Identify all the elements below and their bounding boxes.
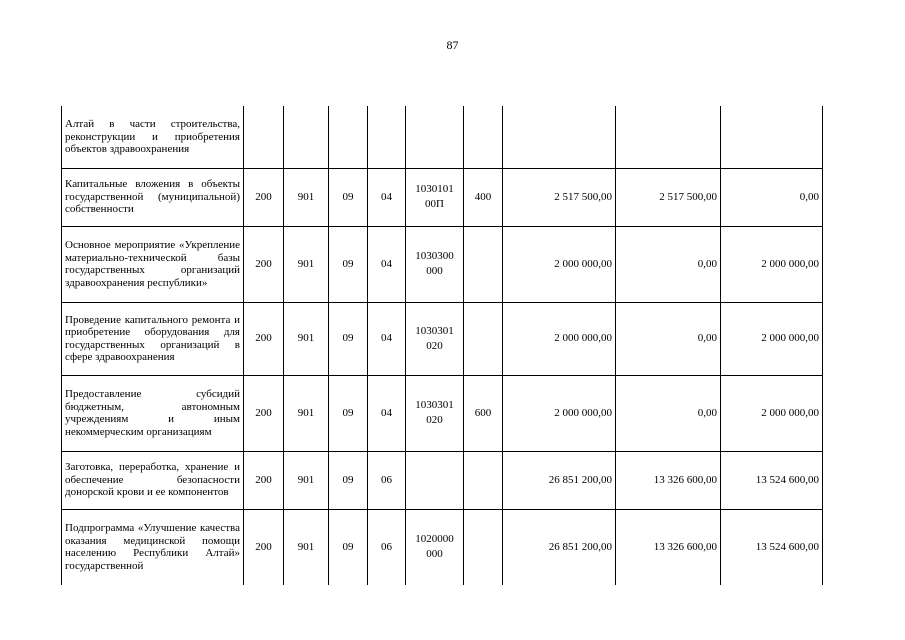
target-code-line-1: 1030301 bbox=[415, 399, 454, 411]
cell-amount-2 bbox=[616, 106, 721, 168]
cell-target-code bbox=[406, 168, 464, 226]
cell-subsection: 04 bbox=[368, 168, 406, 226]
cell-item-name: Основное мероприятие «Укрепление материально-технической базы государственных организаций здравоохранения республики» bbox=[62, 226, 244, 302]
cell-section: 09 bbox=[329, 509, 368, 585]
cell-amount-3: 2 000 000,00 bbox=[721, 226, 823, 302]
cell-administrator: 901 bbox=[284, 375, 329, 451]
table-row bbox=[62, 375, 823, 451]
cell-section: 09 bbox=[329, 375, 368, 451]
cell-chapter: 200 bbox=[244, 168, 284, 226]
cell-section: 09 bbox=[329, 226, 368, 302]
target-code-line-1: 1030300 bbox=[415, 250, 454, 262]
cell-amount-1: 2 517 500,00 bbox=[503, 168, 616, 226]
cell-subsection: 04 bbox=[368, 302, 406, 375]
cell-item-name: Предоставление субсидий бюджетным, автономным учреждениям и иным некоммерческим организациям bbox=[62, 375, 244, 451]
cell-item-name: Капитальные вложения в объекты государственной (муниципальной) собственности bbox=[62, 168, 244, 226]
target-code-line-1: 1020000 bbox=[415, 533, 454, 546]
cell-amount-3: 0,00 bbox=[721, 168, 823, 226]
cell-expense-type bbox=[464, 106, 503, 168]
cell-item-name: Подпрограмма «Улучшение качества оказания медицинской помощи населению Республики Алтай» государственной bbox=[62, 509, 244, 585]
cell-amount-2: 0,00 bbox=[616, 226, 721, 302]
table-row bbox=[62, 509, 823, 585]
cell-amount-1 bbox=[503, 106, 616, 168]
cell-expense-type: 600 bbox=[464, 375, 503, 451]
cell-subsection: 04 bbox=[368, 226, 406, 302]
target-code-line-2: 020 bbox=[426, 339, 443, 352]
cell-administrator: 901 bbox=[284, 451, 329, 509]
target-code-line-2: 00П bbox=[425, 198, 444, 210]
cell-amount-1: 2 000 000,00 bbox=[503, 375, 616, 451]
cell-amount-1: 2 000 000,00 bbox=[503, 226, 616, 302]
cell-amount-3 bbox=[721, 106, 823, 168]
cell-section: 09 bbox=[329, 451, 368, 509]
cell-item-name: Проведение капитального ремонта и приобретение оборудования для государственных организаций в сфере здравоохранения bbox=[62, 302, 244, 375]
cell-amount-2: 0,00 bbox=[616, 375, 721, 451]
cell-section bbox=[329, 106, 368, 168]
cell-amount-3: 2 000 000,00 bbox=[721, 375, 823, 451]
cell-target-code bbox=[406, 302, 464, 375]
cell-amount-1: 26 851 200,00 bbox=[503, 509, 616, 585]
table-row bbox=[62, 451, 823, 509]
cell-expense-type bbox=[464, 226, 503, 302]
cell-amount-2: 0,00 bbox=[616, 302, 721, 375]
table-row bbox=[62, 302, 823, 375]
cell-target-code bbox=[406, 106, 464, 168]
cell-administrator: 901 bbox=[284, 509, 329, 585]
cell-target-code bbox=[406, 375, 464, 451]
cell-amount-2: 13 326 600,00 bbox=[616, 509, 721, 585]
cell-chapter: 200 bbox=[244, 226, 284, 302]
cell-amount-3: 13 524 600,00 bbox=[721, 509, 823, 585]
target-code-line-2: 000 bbox=[426, 548, 443, 561]
table-row bbox=[62, 168, 823, 226]
cell-chapter: 200 bbox=[244, 375, 284, 451]
cell-target-code bbox=[406, 451, 464, 509]
cell-administrator: 901 bbox=[284, 302, 329, 375]
table-row bbox=[62, 106, 823, 168]
budget-table bbox=[61, 106, 823, 585]
target-code-line-2: 000 bbox=[426, 265, 443, 277]
cell-item-name: Заготовка, переработка, хранение и обеспечение безопасности донорской крови и ее компонентов bbox=[62, 451, 244, 509]
cell-subsection bbox=[368, 106, 406, 168]
cell-chapter bbox=[244, 106, 284, 168]
page-number: 87 bbox=[446, 38, 459, 52]
cell-amount-1: 2 000 000,00 bbox=[503, 302, 616, 375]
cell-expense-type bbox=[464, 451, 503, 509]
cell-administrator: 901 bbox=[284, 168, 329, 226]
table-body bbox=[62, 106, 823, 585]
target-code-line-1: 1030101 bbox=[415, 183, 454, 195]
cell-administrator bbox=[284, 106, 329, 168]
cell-section: 09 bbox=[329, 302, 368, 375]
table-row bbox=[62, 226, 823, 302]
cell-chapter: 200 bbox=[244, 302, 284, 375]
cell-amount-3: 13 524 600,00 bbox=[721, 451, 823, 509]
cell-amount-2: 13 326 600,00 bbox=[616, 451, 721, 509]
target-code-line-2: 020 bbox=[426, 414, 443, 426]
cell-chapter: 200 bbox=[244, 509, 284, 585]
cell-amount-3: 2 000 000,00 bbox=[721, 302, 823, 375]
cell-target-code bbox=[406, 226, 464, 302]
cell-item-name: Алтай в части строительства, реконструкции и приобретения объектов здравоохранения bbox=[62, 106, 244, 168]
cell-expense-type bbox=[464, 509, 503, 585]
cell-expense-type: 400 bbox=[464, 168, 503, 226]
cell-amount-1: 26 851 200,00 bbox=[503, 451, 616, 509]
cell-section: 09 bbox=[329, 168, 368, 226]
target-code-line-1: 1030301 bbox=[415, 324, 454, 337]
cell-subsection: 06 bbox=[368, 451, 406, 509]
cell-subsection: 04 bbox=[368, 375, 406, 451]
cell-administrator: 901 bbox=[284, 226, 329, 302]
cell-expense-type bbox=[464, 302, 503, 375]
cell-amount-2: 2 517 500,00 bbox=[616, 168, 721, 226]
cell-subsection: 06 bbox=[368, 509, 406, 585]
cell-chapter: 200 bbox=[244, 451, 284, 509]
cell-target-code bbox=[406, 509, 464, 585]
